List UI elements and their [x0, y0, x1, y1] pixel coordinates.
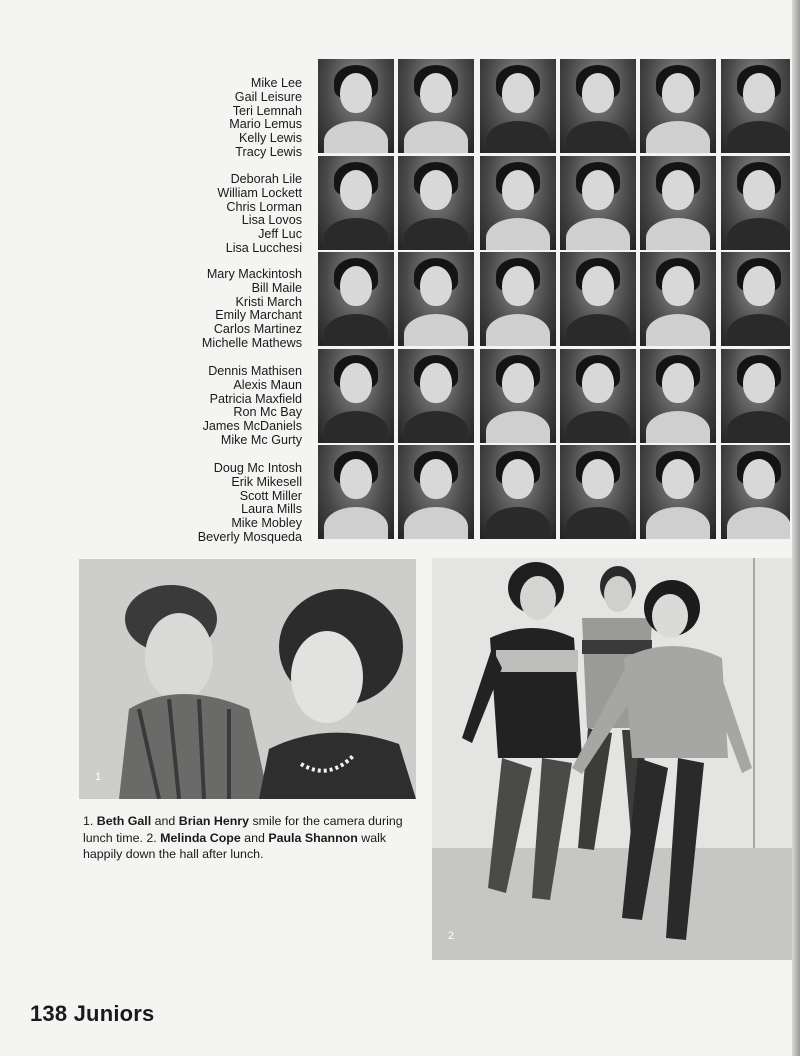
photo-caption [83, 813, 423, 863]
portrait-head [582, 73, 614, 113]
caption-name-brian-henry: Brian Henry [178, 814, 250, 828]
portrait-body [727, 507, 790, 539]
student-portrait [640, 445, 716, 539]
student-name: Lisa Lovos [241, 213, 302, 228]
student-portrait [721, 349, 790, 443]
portrait-body [486, 507, 550, 539]
student-name: Laura Mills [241, 502, 302, 517]
portrait-head [502, 266, 534, 306]
portrait-body [324, 314, 388, 346]
portrait-head [502, 170, 534, 210]
student-name: Lisa Lucchesi [225, 240, 302, 255]
portrait-head [582, 363, 614, 403]
portrait-head [662, 170, 694, 210]
portrait-body [324, 218, 388, 250]
student-portrait [318, 59, 394, 153]
student-name: Kristi March [235, 294, 302, 309]
caption-text-2: walk happily down the hall after lunch. [83, 830, 387, 861]
student-portrait [560, 349, 636, 443]
caption-text-1: smile for the camera during lunch time. [83, 814, 403, 845]
student-name: Scott Miller [239, 488, 302, 503]
portrait-body [646, 411, 710, 443]
portrait-body [324, 121, 388, 153]
student-portrait [640, 252, 716, 346]
caption-and-2: and [244, 830, 265, 845]
name-list-row-2 [150, 173, 302, 256]
portrait-head [420, 459, 452, 499]
candid-photo-2 [432, 558, 792, 960]
student-name: Carlos Martinez [213, 322, 302, 337]
portrait-body [646, 121, 710, 153]
student-name: William Lockett [217, 185, 302, 200]
portrait-head [662, 266, 694, 306]
caption-num-1: 1. [83, 814, 94, 828]
portrait-head [743, 170, 775, 210]
portrait-body [646, 507, 710, 539]
student-portrait [398, 445, 474, 539]
section-title: Juniors [73, 1001, 155, 1026]
student-portrait [640, 59, 716, 153]
caption-name-melinda-cope: Melinda Cope [160, 830, 241, 845]
portrait-body [566, 314, 630, 346]
caption-name-beth-gall: Beth Gall [96, 814, 152, 828]
student-portrait [721, 156, 790, 250]
portrait-head [502, 363, 534, 403]
student-name: James McDaniels [202, 419, 302, 434]
student-portrait [398, 349, 474, 443]
student-name: Ron Mc Bay [233, 405, 302, 420]
student-name: Erik Mikesell [231, 474, 302, 489]
portrait-body [486, 411, 550, 443]
caption-and-1: and [154, 814, 176, 828]
portrait-head [743, 266, 775, 306]
student-portrait [398, 156, 474, 250]
name-list-row-5 [150, 462, 302, 545]
student-name: Michelle Mathews [201, 335, 302, 350]
page-binding-edge [792, 0, 800, 1056]
portrait-body [727, 121, 790, 153]
portrait-head [340, 266, 372, 306]
portrait-body [404, 121, 468, 153]
portrait-head [662, 459, 694, 499]
portrait-head [502, 459, 534, 499]
student-name: Beverly Mosqueda [197, 529, 302, 544]
portrait-head [582, 170, 614, 210]
portrait-body [727, 314, 790, 346]
portrait-head [420, 266, 452, 306]
portrait-body [646, 218, 710, 250]
student-portrait [318, 445, 394, 539]
photo-number-1: 1 [95, 771, 102, 783]
student-name: Dennis Mathisen [208, 364, 302, 378]
portrait-body [404, 411, 468, 443]
student-name: Doug Mc Intosh [213, 461, 302, 475]
student-name: Mario Lemus [229, 117, 302, 132]
portrait-body [486, 218, 550, 250]
portrait-body [324, 507, 388, 539]
student-name: Mike Mc Gurty [220, 432, 302, 447]
portrait-head [420, 73, 452, 113]
page-number: 138 [30, 1001, 68, 1026]
student-portrait [721, 59, 790, 153]
candid-photo-1-illustration [79, 559, 416, 799]
student-portrait [560, 252, 636, 346]
student-portrait [560, 59, 636, 153]
portrait-body [486, 314, 550, 346]
student-portrait [480, 59, 556, 153]
portrait-head [340, 170, 372, 210]
caption-num-2: 2. [146, 830, 157, 845]
portrait-body [727, 218, 790, 250]
name-list-row-1 [150, 77, 302, 160]
student-name: Jeff Luc [258, 227, 302, 242]
student-name: Chris Lorman [226, 199, 302, 214]
candid-photo-2-illustration [432, 558, 792, 960]
student-name: Alexis Maun [233, 377, 302, 392]
name-list-row-4 [150, 365, 302, 448]
caption-name-paula-shannon: Paula Shannon [268, 830, 358, 845]
portrait-head [662, 73, 694, 113]
student-portrait [318, 349, 394, 443]
student-name: Mike Lee [250, 76, 302, 90]
student-portrait [398, 252, 474, 346]
portrait-body [566, 218, 630, 250]
page-folio [30, 1001, 155, 1027]
portrait-body [486, 121, 550, 153]
portrait-body [646, 314, 710, 346]
portrait-head [662, 363, 694, 403]
portrait-head [743, 363, 775, 403]
portrait-head [340, 73, 372, 113]
portrait-body [404, 507, 468, 539]
student-portrait [318, 156, 394, 250]
student-portrait [398, 59, 474, 153]
portrait-head [582, 266, 614, 306]
portrait-head [420, 363, 452, 403]
portrait-body [566, 411, 630, 443]
student-name: Mike Mobley [231, 516, 302, 531]
student-name: Emily Marchant [215, 308, 302, 323]
student-portrait [480, 445, 556, 539]
portrait-body [324, 411, 388, 443]
portrait-head [743, 73, 775, 113]
portrait-head [340, 459, 372, 499]
portrait-head [340, 363, 372, 403]
student-portrait [560, 445, 636, 539]
photo-number-2: 2 [448, 930, 455, 942]
student-portrait [640, 349, 716, 443]
student-portrait [721, 445, 790, 539]
portrait-head [420, 170, 452, 210]
name-list-row-3 [150, 268, 302, 351]
portrait-body [404, 218, 468, 250]
candid-photo-1 [79, 559, 416, 799]
portrait-body [566, 507, 630, 539]
student-portrait [318, 252, 394, 346]
student-portrait [480, 252, 556, 346]
student-portrait [560, 156, 636, 250]
student-portrait [480, 156, 556, 250]
student-name: Deborah Lile [230, 172, 302, 186]
portrait-head [582, 459, 614, 499]
student-portrait [640, 156, 716, 250]
portrait-body [727, 411, 790, 443]
student-name: Teri Lemnah [232, 103, 302, 118]
student-name: Tracy Lewis [235, 144, 302, 159]
student-name: Bill Maile [251, 280, 302, 295]
portrait-body [566, 121, 630, 153]
student-name: Gail Leisure [234, 89, 302, 104]
student-name: Patricia Maxfield [209, 391, 302, 406]
student-name: Kelly Lewis [239, 131, 302, 146]
portrait-head [743, 459, 775, 499]
student-portrait [480, 349, 556, 443]
student-portrait [721, 252, 790, 346]
portrait-head [502, 73, 534, 113]
portrait-body [404, 314, 468, 346]
student-name: Mary Mackintosh [206, 267, 302, 281]
